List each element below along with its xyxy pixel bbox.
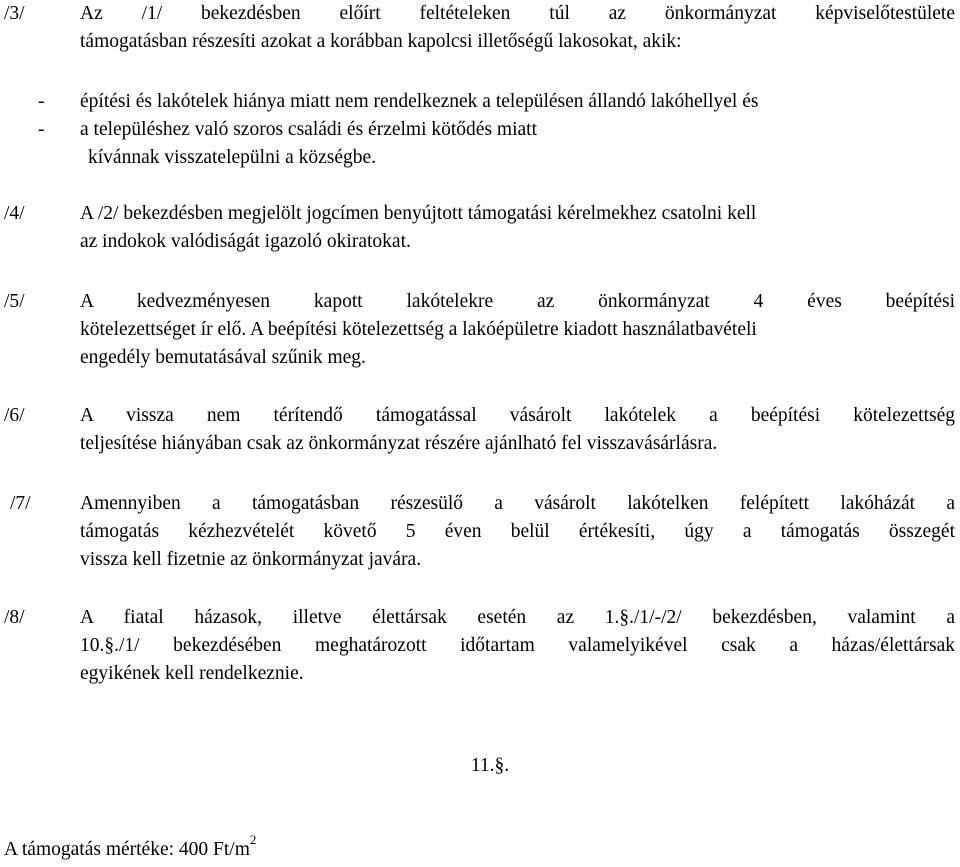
section-number: /5/ bbox=[4, 291, 25, 312]
text-line: 10.§./1/ bekezdésében meghatározott időtartam valamelyikével csak a házas/élettársak bbox=[80, 635, 955, 656]
text-line: A kedvezményesen kapott lakótelekre az önkormányzat 4 éves beépítési bbox=[80, 291, 955, 312]
text-line: támogatás kézhezvételét követő 5 éven belül értékesíti, úgy a támogatás összegét bbox=[80, 521, 955, 542]
text-line: egyikének kell rendelkeznie. bbox=[80, 663, 304, 684]
bullet-dash: - bbox=[38, 119, 45, 140]
text-line: engedély bemutatásával szűnik meg. bbox=[80, 347, 366, 368]
section-number: /7/ bbox=[10, 493, 31, 514]
section-3 bbox=[0, 0, 960, 170]
text-line: támogatásban részesíti azokat a korábban kapolcsi illetőségű lakosokat, akik: bbox=[80, 31, 682, 52]
text-line: kötelezettséget ír elő. A beépítési kötelezettség a lakóépületre kiadott használatbavételi bbox=[80, 319, 757, 340]
section-heading-text: 11.§. bbox=[470, 755, 510, 776]
text-line: vissza kell fizetnie az önkormányzat javára. bbox=[80, 549, 422, 570]
section-4 bbox=[0, 200, 960, 260]
bullet-continuation: kívánnak visszatelepülni a községbe. bbox=[88, 147, 377, 168]
section-number: /6/ bbox=[4, 405, 25, 426]
text-line: A fiatal házasok, illetve élettársak esetén az 1.§./1/-/2/ bekezdésben, valamint a bbox=[80, 607, 955, 628]
section-5 bbox=[0, 288, 960, 378]
bullet-text: a településhez való szoros családi és érzelmi kötődés miatt bbox=[80, 119, 538, 140]
section-7 bbox=[0, 490, 960, 580]
support-amount bbox=[4, 832, 257, 864]
bullet-text: építési és lakótelek hiánya miatt nem rendelkeznek a településen állandó lakóhellyel és bbox=[80, 91, 759, 112]
section-number: /4/ bbox=[4, 203, 25, 224]
text-line: Az /1/ bekezdésben előírt feltételeken túl az önkormányzat képviselőtestülete bbox=[80, 3, 955, 24]
text-line: A /2/ bekezdésben megjelölt jogcímen benyújtott támogatási kérelmekhez csatolni kell bbox=[80, 203, 757, 224]
bullet-dash: - bbox=[38, 91, 45, 112]
support-amount-text: A támogatás mértéke: 400 Ft/m bbox=[4, 839, 250, 860]
text-line: A vissza nem térítendő támogatással vásárolt lakótelek a beépítési kötelezettség bbox=[80, 405, 955, 426]
text-line: az indokok valódiságát igazoló okiratokat. bbox=[80, 231, 411, 252]
superscript: 2 bbox=[249, 832, 257, 847]
text-line: Amennyiben a támogatásban részesülő a vásárolt lakótelken felépített lakóházát a bbox=[80, 493, 955, 514]
section-number: /3/ bbox=[4, 3, 25, 24]
section-8 bbox=[0, 604, 960, 694]
section-heading bbox=[0, 752, 960, 780]
section-6 bbox=[0, 402, 960, 462]
text-line: teljesítése hiányában csak az önkormányzat részére ajánlható fel visszavásárlásra. bbox=[80, 433, 718, 454]
section-number: /8/ bbox=[4, 607, 25, 628]
